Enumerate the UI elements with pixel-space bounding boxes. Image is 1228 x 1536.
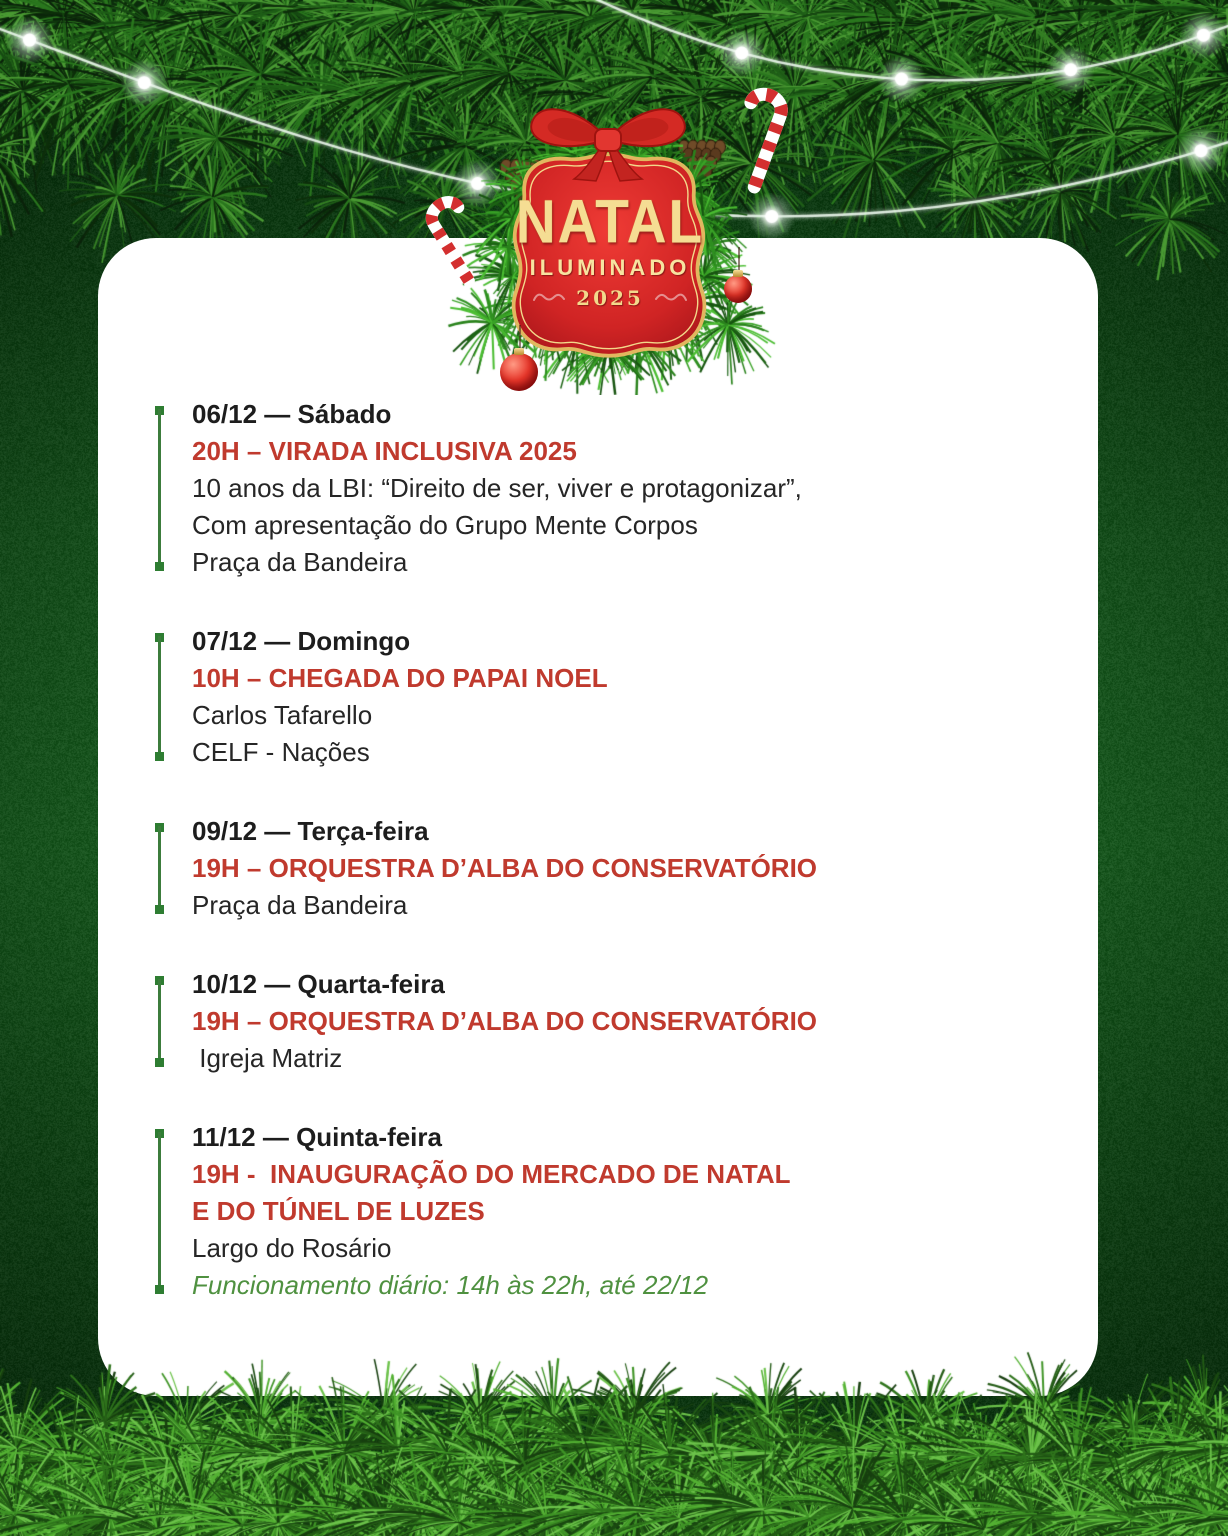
swirl-left-icon	[532, 291, 566, 305]
event-title: 19H – ORQUESTRA D’ALBA DO CONSERVATÓRIO	[192, 1006, 818, 1036]
event-title: 19H – ORQUESTRA D’ALBA DO CONSERVATÓRIO	[192, 853, 818, 883]
event-block	[148, 396, 1008, 581]
ornament-string	[738, 247, 740, 271]
badge-year: 2025	[576, 286, 644, 310]
ornament-string	[519, 325, 521, 349]
event-detail-line: Praça da Bandeira	[192, 547, 408, 577]
timeline-line	[158, 979, 161, 1064]
event-block	[148, 813, 1008, 924]
event-detail-line: Carlos Tafarello	[192, 700, 373, 730]
event-timeline	[155, 406, 164, 571]
event-timeline	[155, 823, 164, 914]
badge	[430, 85, 790, 395]
event-note: Funcionamento diário: 14h às 22h, até 22/12	[192, 1270, 709, 1300]
badge-subtitle: ILUMINADO	[529, 255, 691, 280]
timeline-dot-bottom	[155, 1058, 164, 1067]
event-title: 20H – VIRADA INCLUSIVA 2025	[192, 436, 577, 466]
event-timeline	[155, 1129, 164, 1294]
timeline-dot-bottom	[155, 905, 164, 914]
event-title: 10H – CHEGADA DO PAPAI NOEL	[192, 663, 608, 693]
ornament-cap	[733, 270, 743, 277]
event-detail-line: 10 anos da LBI: “Direito de ser, viver e protagonizar”,	[192, 473, 802, 503]
swirl-right-icon	[654, 291, 688, 305]
event-date: 06/12 — Sábado	[192, 399, 392, 429]
timeline-line	[158, 826, 161, 911]
timeline-dot-bottom	[155, 562, 164, 571]
event-detail-line: Com apresentação do Grupo Mente Corpos	[192, 510, 698, 540]
event-block	[148, 966, 1008, 1077]
event-detail-line: Igreja Matriz	[192, 1043, 343, 1073]
event-title: 19H - INAUGURAÇÃO DO MERCADO DE NATAL	[192, 1159, 791, 1189]
event-date: 10/12 — Quarta-feira	[192, 969, 445, 999]
event-block	[148, 1119, 1008, 1304]
event-title: E DO TÚNEL DE LUZES	[192, 1196, 485, 1226]
event-list	[148, 396, 1008, 1346]
timeline-line	[158, 636, 161, 758]
ornament-ball-right	[724, 275, 752, 303]
event-timeline	[155, 976, 164, 1067]
badge-title: NATAL	[515, 186, 705, 256]
event-date: 09/12 — Terça-feira	[192, 816, 429, 846]
timeline-line	[158, 1132, 161, 1291]
ornament-ball-left	[500, 353, 538, 391]
event-detail-line: Largo do Rosário	[192, 1233, 392, 1263]
event-detail-line: Praça da Bandeira	[192, 890, 408, 920]
event-timeline	[155, 633, 164, 761]
event-date: 11/12 — Quinta-feira	[192, 1122, 442, 1152]
event-block	[148, 623, 1008, 771]
event-date: 07/12 — Domingo	[192, 626, 411, 656]
timeline-line	[158, 409, 161, 568]
event-detail-line: CELF - Nações	[192, 737, 370, 767]
timeline-dot-bottom	[155, 1285, 164, 1294]
garland-bottom-canvas	[0, 1330, 1228, 1536]
bow-icon	[516, 87, 701, 183]
timeline-dot-bottom	[155, 752, 164, 761]
ornament-cap	[514, 348, 524, 355]
